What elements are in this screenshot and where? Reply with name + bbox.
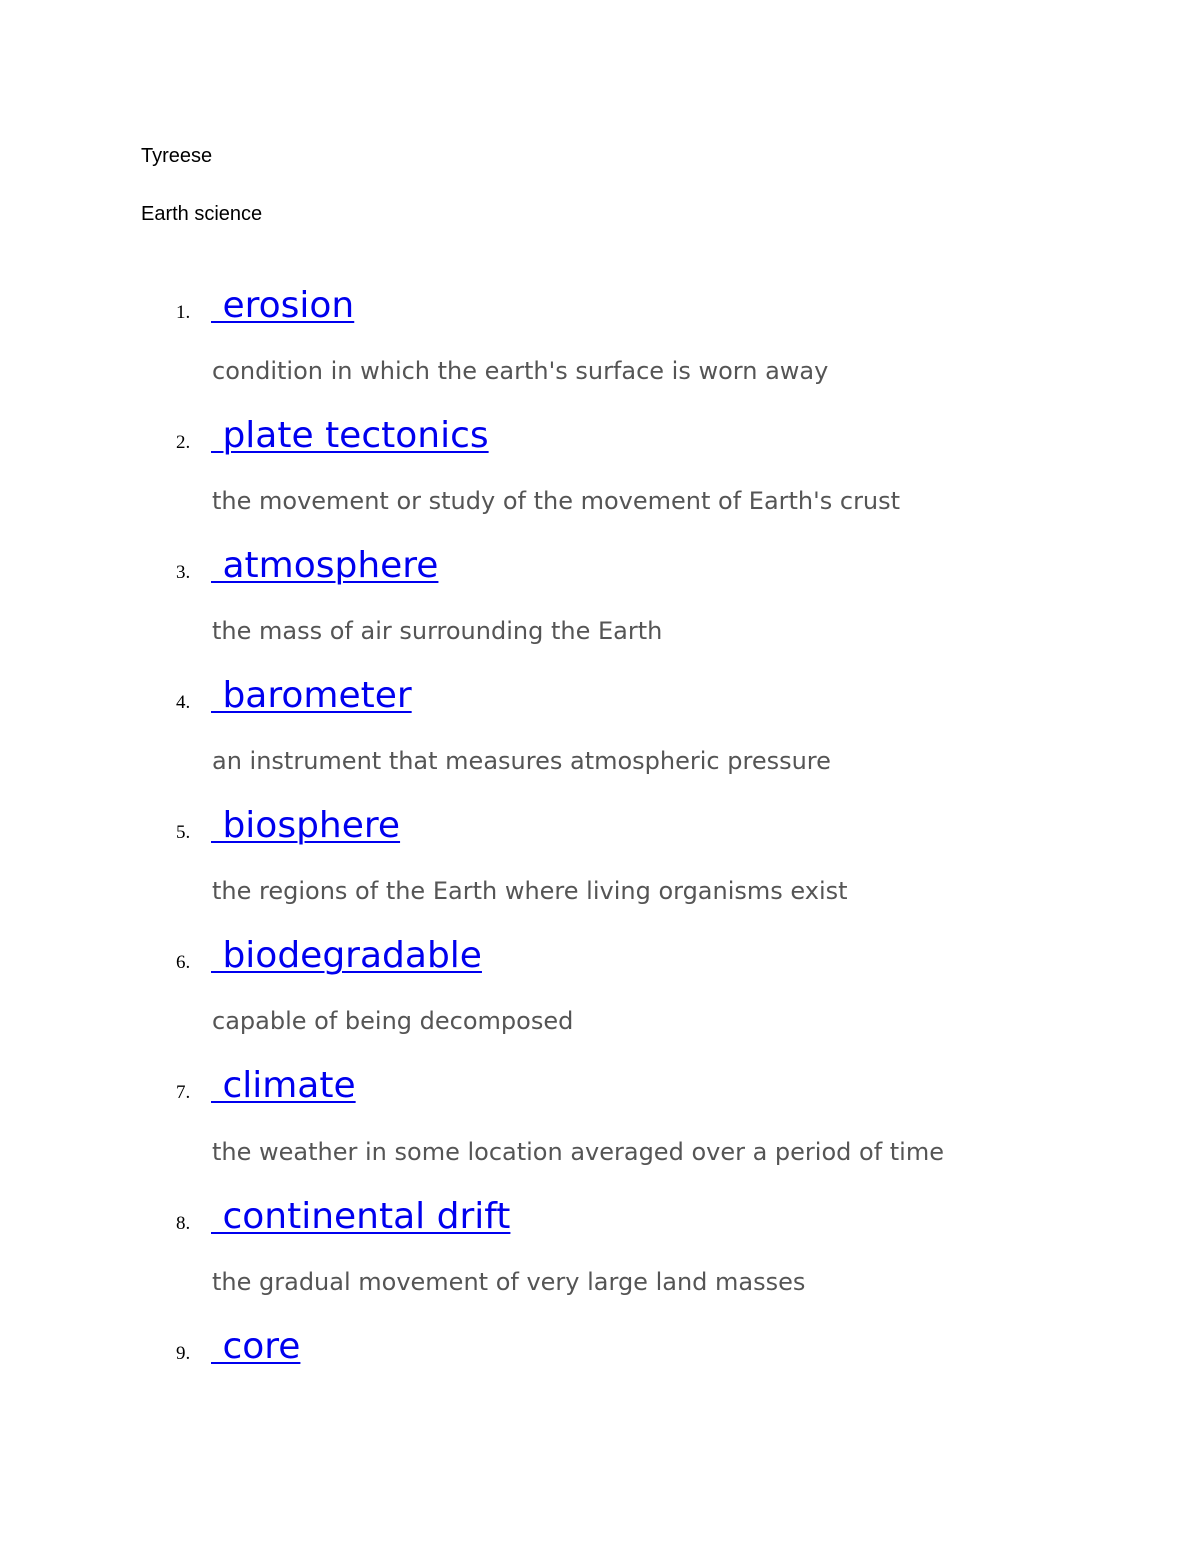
item-number: 4.	[176, 692, 191, 713]
term-definition: the movement or study of the movement of Earth's crust	[212, 487, 901, 515]
term-link[interactable]: erosion	[211, 285, 355, 326]
student-name: Tyreese	[141, 145, 213, 167]
term-link[interactable]: climate	[211, 1065, 356, 1106]
subject-title: Earth science	[141, 203, 263, 225]
term-definition: condition in which the earth's surface is worn away	[212, 357, 829, 385]
term-link[interactable]: biosphere	[211, 805, 401, 846]
item-number: 2.	[176, 432, 191, 453]
term-link[interactable]: atmosphere	[211, 545, 439, 586]
item-number: 3.	[176, 562, 191, 583]
term-definition: the weather in some location averaged over a period of time	[212, 1138, 944, 1166]
item-number: 5.	[176, 822, 191, 843]
item-number: 7.	[176, 1082, 191, 1103]
item-number: 9.	[176, 1343, 191, 1364]
item-number: 1.	[176, 302, 191, 323]
term-link[interactable]: biodegradable	[211, 935, 482, 976]
item-number: 8.	[176, 1213, 191, 1234]
term-definition: the regions of the Earth where living organisms exist	[212, 877, 848, 905]
item-number: 6.	[176, 952, 191, 973]
term-definition: the gradual movement of very large land masses	[212, 1268, 806, 1296]
term-link[interactable]: plate tectonics	[211, 415, 489, 456]
term-definition: an instrument that measures atmospheric pressure	[212, 747, 831, 775]
term-definition: capable of being decomposed	[212, 1007, 574, 1035]
term-link[interactable]: barometer	[211, 675, 412, 716]
term-link[interactable]: core	[211, 1326, 301, 1367]
term-link[interactable]: continental drift	[211, 1196, 511, 1237]
term-definition: the mass of air surrounding the Earth	[212, 617, 663, 645]
